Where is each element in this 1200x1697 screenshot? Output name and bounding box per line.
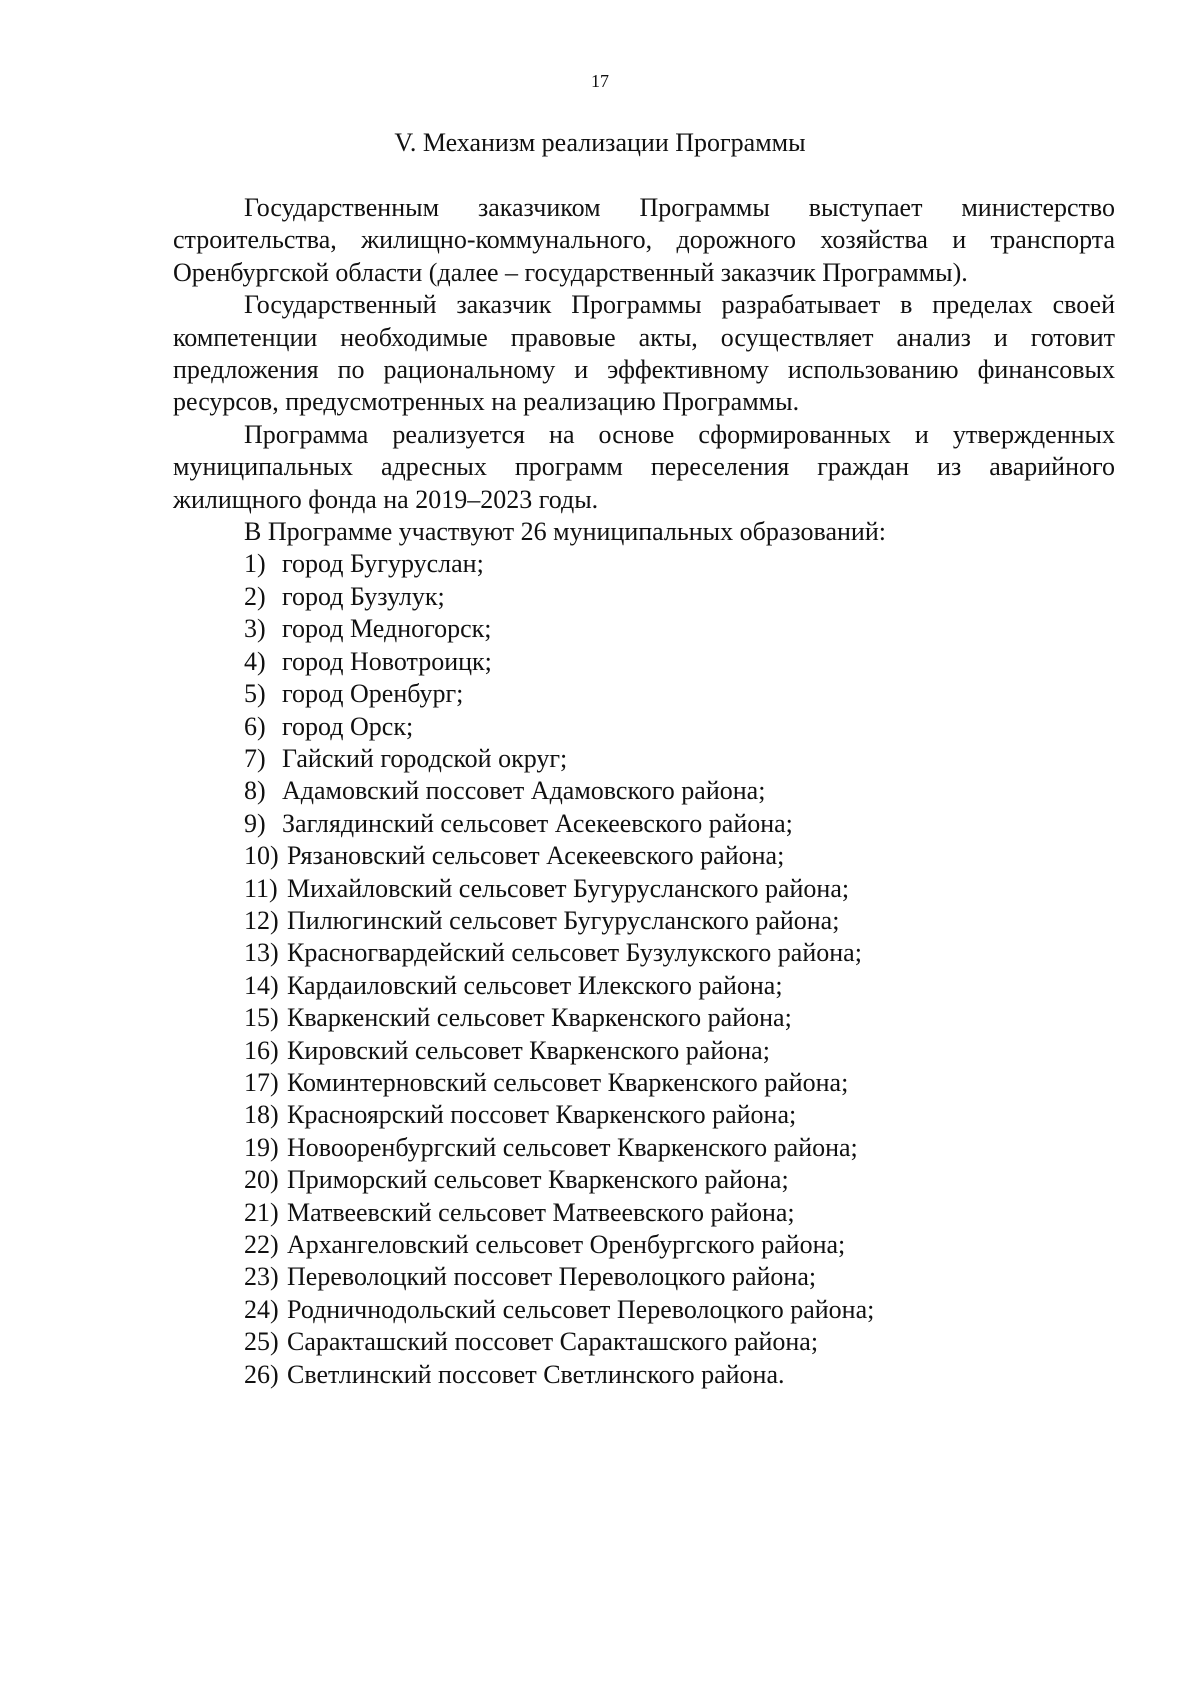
list-item <box>173 970 1115 1002</box>
list-item-text: Рязановский сельсовет Асекеевского района; <box>287 841 785 871</box>
list-item-number: 22) <box>244 1230 279 1259</box>
paragraph-responsibilities: Государственный заказчик Программы разрабатывает в пределах своей компетенции необходимые правовые акты, осуществляет анализ и готовит предложения по рациональному и эффективному использованию финансовых ресурсов, предусмотренных на реализацию Программы. <box>173 290 1115 417</box>
list-item-text: Приморский сельсовет Кваркенского района; <box>287 1165 789 1195</box>
list-item <box>173 873 1115 905</box>
list-item-text: Заглядинский сельсовет Асекеевского района; <box>282 808 793 838</box>
list-item-number: 6) <box>244 711 266 741</box>
list-item <box>173 1294 1115 1326</box>
list-item-text: город Орск; <box>282 711 414 741</box>
list-item-number: 24) <box>244 1294 279 1324</box>
list-item-text: Коминтерновский сельсовет Кваркенского района; <box>287 1067 849 1097</box>
list-item <box>173 613 1115 645</box>
document-body <box>173 192 1115 1391</box>
list-item-text: Светлинский поссовет Светлинского района. <box>287 1359 785 1389</box>
list-item <box>173 548 1115 580</box>
list-item-text: Гайский городской округ; <box>282 743 568 773</box>
list-item-number: 8) <box>244 776 266 806</box>
list-item-text: Михайловский сельсовет Бугурусланского района; <box>287 873 850 903</box>
list-intro: В Программе участвуют 26 муниципальных образований: <box>244 517 886 547</box>
list-item-number: 5) <box>244 679 266 709</box>
list-item <box>173 840 1115 872</box>
list-item-number: 1) <box>244 549 266 579</box>
paragraph-implementation: Программа реализуется на основе сформированных и утвержденных муниципальных адресных программ переселения граждан из аварийного жилищного фонда на 2019–2023 годы. <box>173 419 1115 514</box>
list-item <box>173 646 1115 678</box>
list-item <box>173 1002 1115 1034</box>
list-item-text: Пилюгинский сельсовет Бугурусланского района; <box>287 905 840 935</box>
list-item <box>173 905 1115 937</box>
list-item <box>173 1326 1115 1358</box>
list-item <box>173 678 1115 710</box>
list-item-number: 26) <box>244 1359 279 1389</box>
list-item-text: Красноярский поссовет Кваркенского района; <box>287 1100 797 1130</box>
list-item-text: город Бузулук; <box>282 581 445 611</box>
list-item-number: 3) <box>244 614 266 644</box>
list-item-text: Переволоцкий поссовет Переволоцкого района; <box>287 1262 817 1292</box>
list-item-text: город Новотроицк; <box>282 646 492 676</box>
list-item <box>173 1099 1115 1131</box>
list-item <box>173 581 1115 613</box>
list-item-text: Архангеловский сельсовет Оренбургского района; <box>287 1230 846 1259</box>
list-item <box>173 1067 1115 1099</box>
list-item-number: 10) <box>244 841 279 871</box>
list-item-number: 18) <box>244 1100 279 1130</box>
list-item-text: Матвеевский сельсовет Матвеевского района; <box>287 1197 795 1227</box>
list-item <box>173 937 1115 969</box>
list-item <box>173 743 1115 775</box>
list-item-number: 12) <box>244 905 279 935</box>
municipalities-list <box>173 548 1115 1391</box>
list-item-number: 23) <box>244 1262 279 1292</box>
list-item <box>173 1261 1115 1293</box>
list-item-number: 11) <box>244 873 278 903</box>
paragraph-customer: Государственным заказчиком Программы выступает министерство строительства, жилищно-коммунального, дорожного хозяйства и транспорта Оренбургской области (далее – государственный заказчик Программы). <box>173 193 1115 287</box>
list-item-text: город Бугуруслан; <box>282 549 484 579</box>
list-item-number: 14) <box>244 970 279 1000</box>
list-item <box>173 1164 1115 1196</box>
list-item-number: 21) <box>244 1197 279 1227</box>
list-item <box>173 808 1115 840</box>
list-item-text: город Медногорск; <box>282 614 492 644</box>
section-title: V. Механизм реализации Программы <box>394 128 806 157</box>
list-item-text: город Оренбург; <box>282 679 464 709</box>
list-item <box>173 1035 1115 1067</box>
list-item-number: 15) <box>244 1003 279 1033</box>
list-item <box>173 1197 1115 1229</box>
list-item-number: 25) <box>244 1327 279 1357</box>
list-item-text: Адамовский поссовет Адамовского района; <box>282 776 766 806</box>
list-item-number: 16) <box>244 1035 279 1065</box>
list-item-text: Кваркенский сельсовет Кваркенского района; <box>287 1003 792 1033</box>
list-item-text: Кировский сельсовет Кваркенского района; <box>287 1035 770 1065</box>
list-item-number: 7) <box>244 743 266 773</box>
list-item <box>173 775 1115 807</box>
page-number: 17 <box>591 71 609 91</box>
list-item-number: 19) <box>244 1132 279 1162</box>
list-item-text: Красногвардейский сельсовет Бузулукского района; <box>287 938 862 968</box>
list-item-number: 13) <box>244 938 279 968</box>
list-item <box>173 1132 1115 1164</box>
list-item-number: 20) <box>244 1165 279 1195</box>
list-item-text: Родничнодольский сельсовет Переволоцкого района; <box>287 1294 875 1324</box>
list-item-text: Кардаиловский сельсовет Илекского района; <box>287 970 783 1000</box>
list-item <box>173 1359 1115 1391</box>
list-item-text: Новооренбургский сельсовет Кваркенского района; <box>287 1132 858 1162</box>
list-item <box>173 1229 1115 1261</box>
list-item-number: 9) <box>244 808 266 838</box>
list-item-number: 2) <box>244 581 266 611</box>
list-item-number: 17) <box>244 1067 279 1097</box>
list-item-text: Саракташский поссовет Саракташского района; <box>287 1327 819 1357</box>
list-item <box>173 711 1115 743</box>
list-item-number: 4) <box>244 646 266 676</box>
